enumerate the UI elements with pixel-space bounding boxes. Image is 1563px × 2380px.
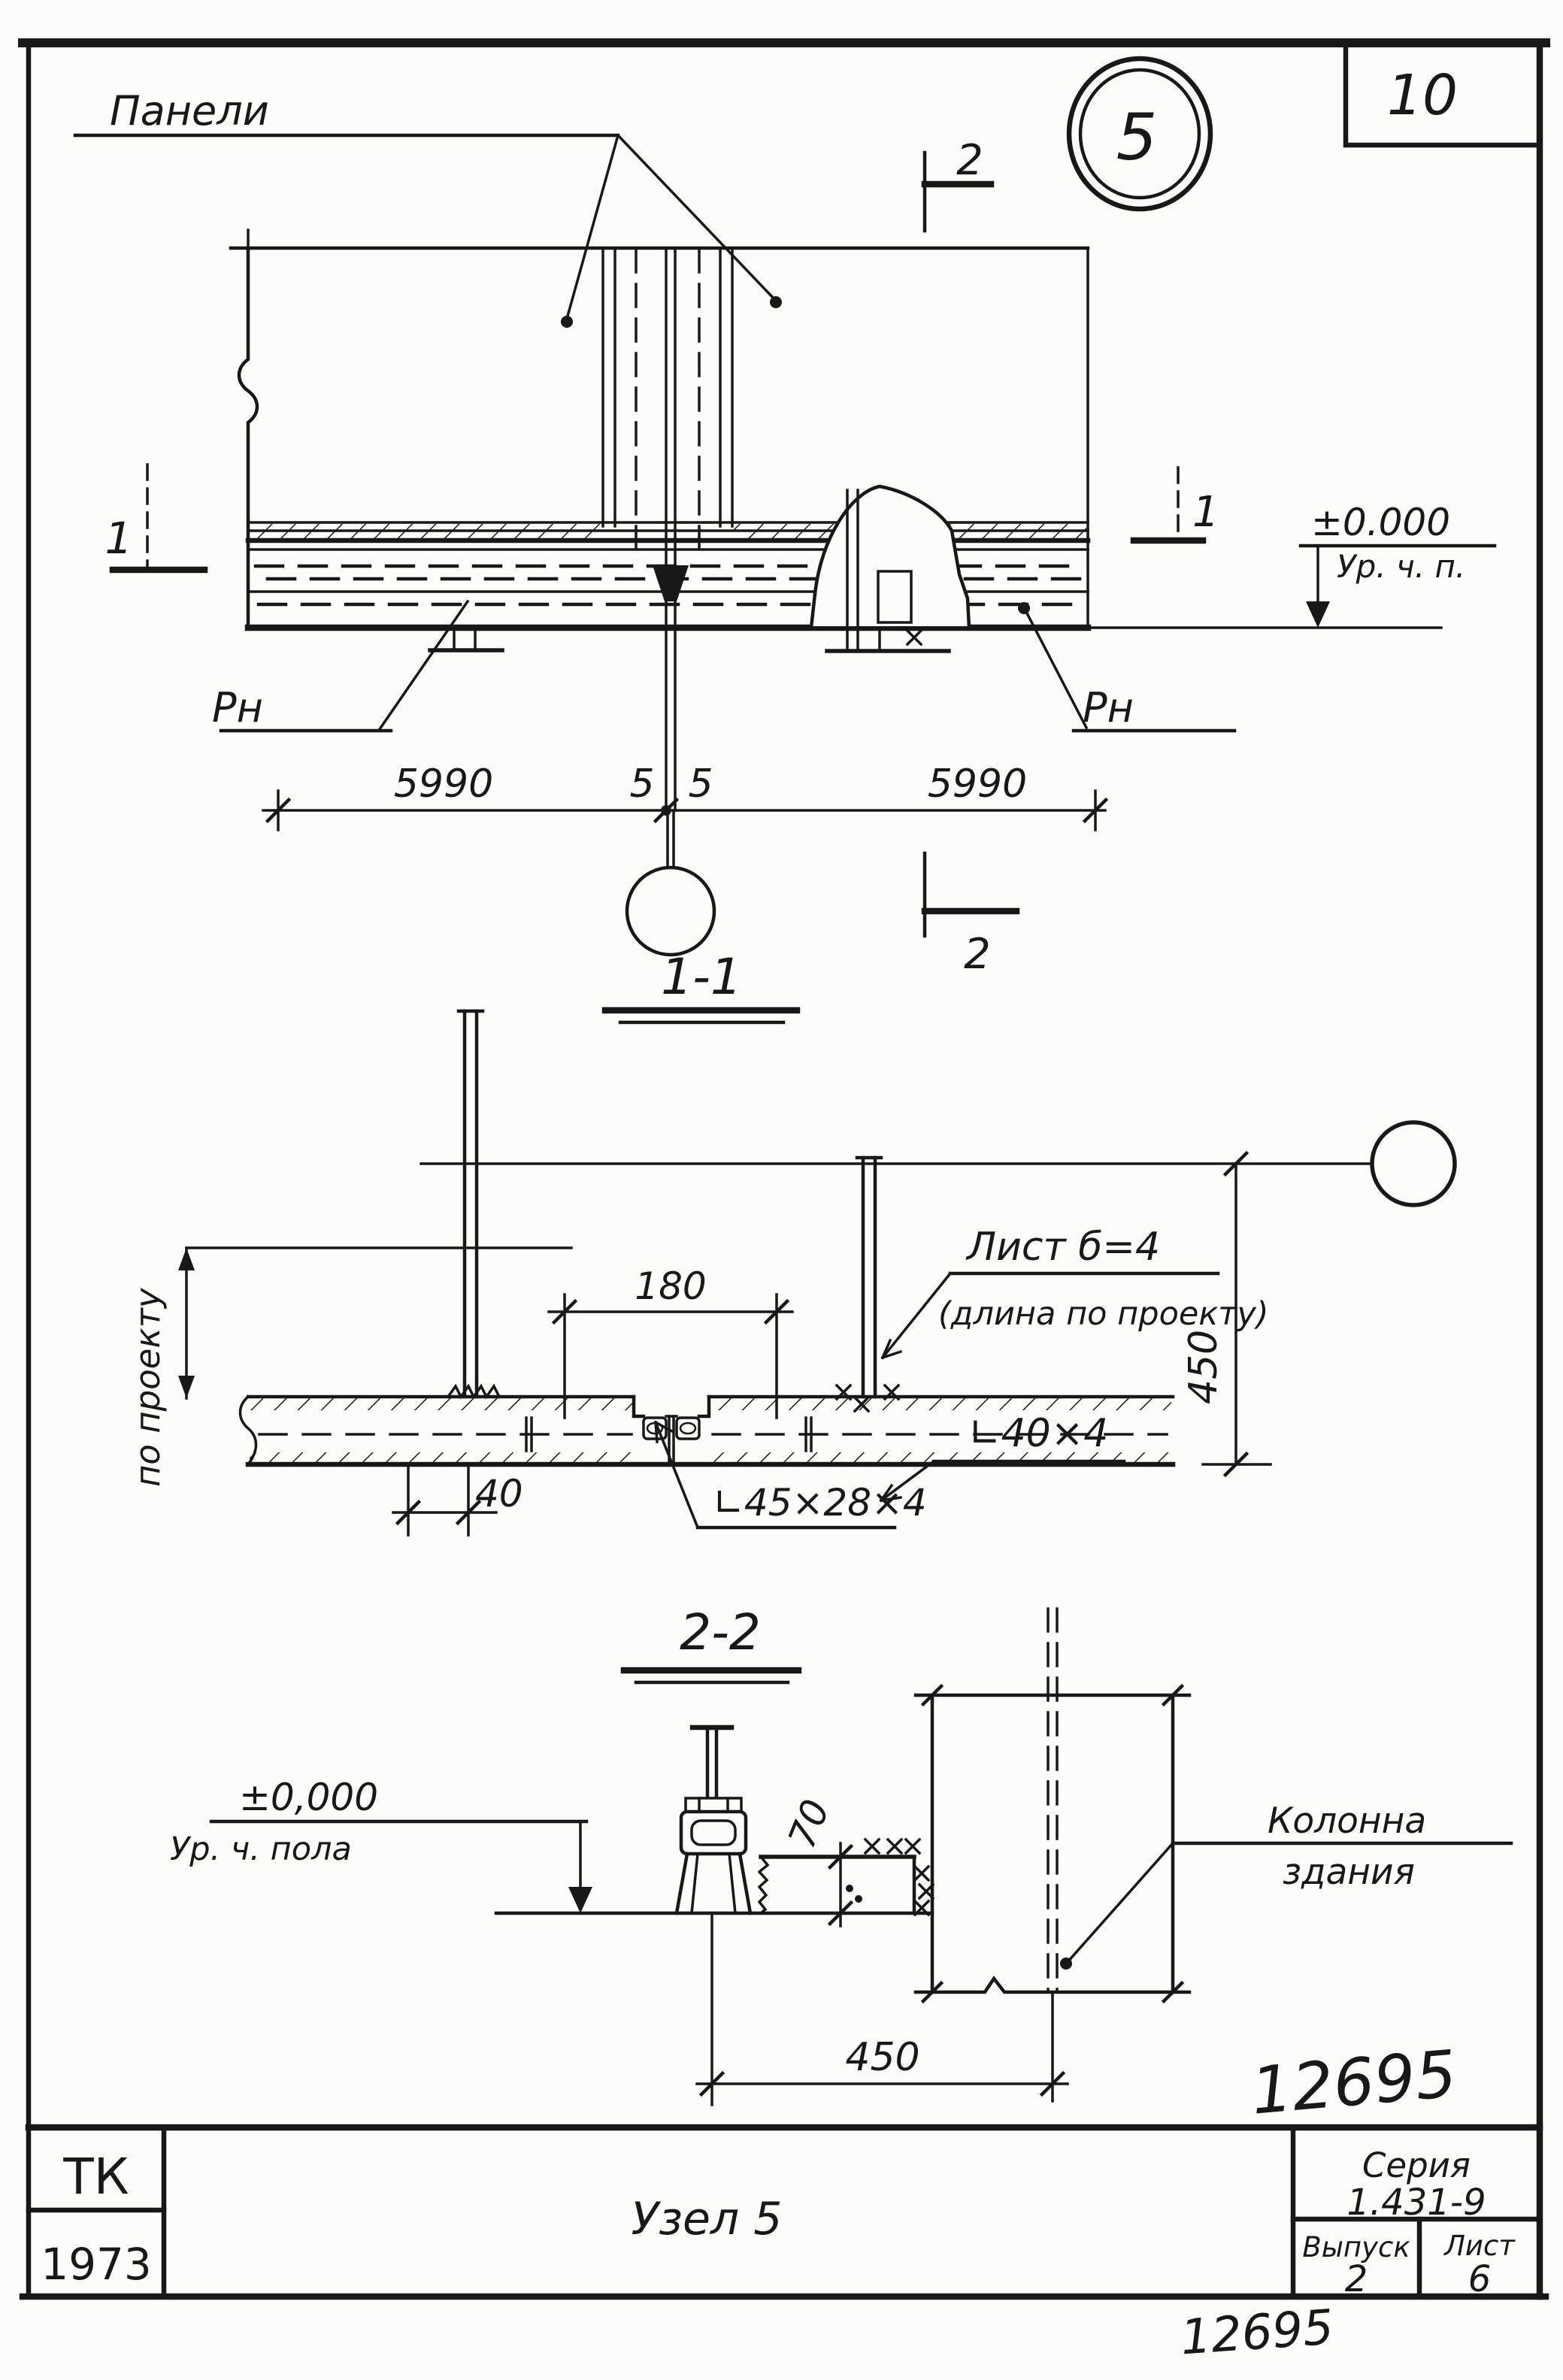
angle-45-label: ∟45×28×4 bbox=[713, 1481, 927, 1525]
drawing-title: Узел 5 bbox=[631, 2193, 783, 2245]
plan-dimension-line bbox=[263, 762, 1106, 830]
dim-5-right: 5 bbox=[688, 762, 713, 807]
angle-40-label: ∟40×4 bbox=[968, 1411, 1109, 1456]
right-plate bbox=[837, 1158, 898, 1411]
level-value: ±0.000 bbox=[1311, 501, 1451, 544]
left-plate bbox=[448, 1011, 499, 1397]
leader-dot bbox=[561, 316, 573, 328]
level-arrow bbox=[1306, 601, 1330, 628]
dim-5990-right: 5990 bbox=[927, 762, 1028, 807]
section-marker-1-right bbox=[1134, 468, 1219, 540]
building-column bbox=[916, 1609, 1189, 2101]
section-axis bbox=[421, 1122, 1455, 1205]
column-callout bbox=[1060, 1800, 1511, 1970]
section-marker-2-bottom bbox=[925, 853, 1016, 979]
section-1-1-title bbox=[605, 948, 797, 1022]
section-title: 2-2 bbox=[680, 1603, 761, 1661]
section-1-label: 1 bbox=[1192, 488, 1219, 537]
section-1-label: 1 bbox=[105, 513, 133, 564]
level-value: ±0,000 bbox=[239, 1776, 379, 1819]
grout-bump bbox=[810, 486, 969, 650]
anchor-bolt bbox=[677, 1727, 750, 1913]
dim-450: 450 bbox=[1181, 1329, 1226, 1404]
dim-70: 70 bbox=[780, 1793, 838, 1855]
dimension-70 bbox=[780, 1794, 851, 1926]
plan-level-mark bbox=[1301, 501, 1495, 628]
dimension-450 bbox=[697, 1913, 1068, 2105]
section-marker-1-left bbox=[105, 465, 204, 570]
dimension-180 bbox=[549, 1264, 792, 1418]
sheet-value: 6 bbox=[1468, 2258, 1492, 2300]
weld-x-marks-side bbox=[915, 1867, 933, 1915]
level-name: Ур. ч. пола bbox=[170, 1830, 352, 1868]
rail-label-right: Рн bbox=[1083, 684, 1134, 731]
section-title: 1-1 bbox=[661, 948, 742, 1006]
sheet-label: Лист bbox=[1444, 2230, 1515, 2262]
weld-x-mark bbox=[907, 631, 921, 644]
column-label-1: Колонна bbox=[1268, 1800, 1427, 1842]
plate-label: Лист б=4 bbox=[967, 1225, 1161, 1270]
page-number-box bbox=[1346, 44, 1538, 145]
pencil-number-top: 12695 bbox=[1248, 2036, 1460, 2130]
level-name: Ур. ч. п. bbox=[1337, 548, 1466, 585]
dim-40: 40 bbox=[475, 1472, 523, 1516]
rail-label-left: Рн bbox=[212, 684, 263, 731]
section-2-2-title bbox=[624, 1603, 798, 1682]
drawing-frame bbox=[23, 43, 1546, 2297]
series-label: Серия bbox=[1362, 2145, 1471, 2185]
plan-view bbox=[75, 87, 1495, 979]
weld-x-marks-top bbox=[865, 1840, 919, 1853]
rail-callout-right bbox=[1018, 602, 1234, 731]
series-value: 1.431-9 bbox=[1346, 2182, 1486, 2224]
detail-number: 5 bbox=[1116, 100, 1158, 175]
section-1-1 bbox=[128, 948, 1455, 1535]
issue-value: 2 bbox=[1344, 2258, 1368, 2300]
axis-bubble bbox=[1372, 1122, 1455, 1205]
org-stamp: ТК bbox=[63, 2148, 129, 2206]
dim-5990-left: 5990 bbox=[393, 762, 494, 807]
section-2-label: 2 bbox=[964, 930, 991, 979]
leader-dot bbox=[770, 296, 782, 308]
panels-label: Панели bbox=[110, 87, 269, 135]
dimension-40 bbox=[393, 1464, 523, 1535]
dim-450: 450 bbox=[845, 2035, 920, 2080]
title-block bbox=[29, 2127, 1540, 2300]
column-label-2: здания bbox=[1283, 1852, 1415, 1893]
page-number: 10 bbox=[1386, 63, 1458, 128]
rail-callout-left bbox=[212, 601, 468, 731]
section-2-label: 2 bbox=[956, 136, 983, 185]
detail-marker-circle bbox=[1069, 59, 1210, 209]
dim-180: 180 bbox=[635, 1264, 707, 1308]
dim-5-left: 5 bbox=[629, 762, 655, 807]
section-marker-2-top bbox=[925, 136, 991, 231]
issue-label: Выпуск bbox=[1302, 2231, 1410, 2263]
plan-axis-bubble bbox=[627, 810, 714, 955]
plate-label-note: (длина по проекту) bbox=[938, 1295, 1269, 1333]
level-arrow bbox=[568, 1887, 592, 1913]
floor-level-mark bbox=[170, 1776, 592, 1913]
section-2-2 bbox=[170, 1603, 1511, 2105]
pencil-number-bottom: 12695 bbox=[1178, 2300, 1336, 2366]
project-height-label: по проекту bbox=[128, 1288, 168, 1487]
project-height-dimension bbox=[128, 1248, 571, 1487]
year-stamp: 1973 bbox=[41, 2239, 152, 2290]
